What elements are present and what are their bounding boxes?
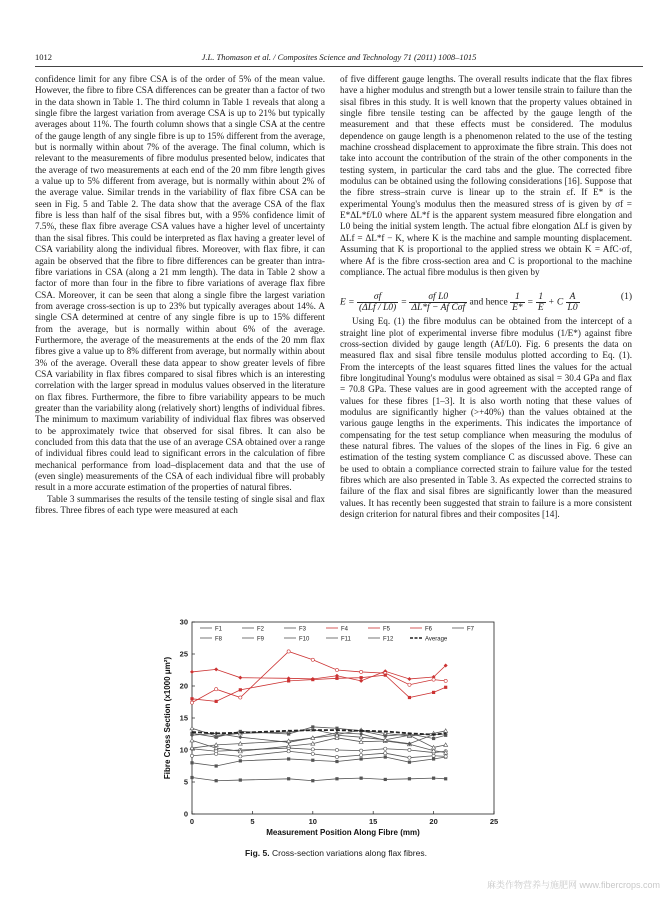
data-point-F10	[239, 778, 242, 781]
x-tick-label: 5	[250, 817, 255, 826]
eq-equals-2: =	[400, 297, 408, 308]
y-tick-label: 0	[183, 809, 188, 819]
legend-label-F6: F6	[425, 626, 433, 633]
legend-label-F2: F2	[257, 626, 265, 633]
eq-frac-3-num: 1	[510, 292, 525, 303]
data-point-F10	[287, 777, 290, 780]
data-point-F10	[215, 779, 218, 782]
data-point-F9	[215, 752, 218, 755]
legend-label-F11: F11	[341, 636, 351, 643]
data-point-F2	[287, 757, 290, 760]
data-point-F10	[335, 777, 338, 780]
eq-and-hence: and hence	[469, 297, 508, 308]
data-point-F9	[432, 754, 435, 757]
data-point-F1	[311, 748, 314, 751]
legend-label-F5: F5	[383, 626, 391, 633]
eq-frac-5	[566, 292, 580, 313]
data-point-F6	[311, 678, 314, 681]
data-point-F6	[239, 688, 242, 691]
data-point-F9	[444, 755, 447, 758]
y-tick-label: 5	[183, 777, 188, 787]
data-point-F6	[190, 697, 193, 700]
data-point-F9	[311, 752, 314, 755]
eq-frac-1-num: σf	[357, 292, 398, 303]
data-point-F5	[432, 678, 435, 681]
eq-frac-2-num: σf L0	[409, 292, 467, 303]
data-point-F5	[215, 688, 218, 691]
x-tick-label: 0	[189, 817, 195, 826]
y-tick-label: 15	[179, 713, 188, 723]
left-column	[35, 74, 325, 516]
data-point-F6	[215, 700, 218, 703]
data-point-F9	[335, 755, 338, 758]
data-point-F9	[360, 754, 363, 757]
data-point-F10	[384, 778, 387, 781]
eq-frac-4-den: E	[537, 303, 544, 313]
data-point-F10	[360, 777, 363, 780]
y-tick-label: 30	[179, 617, 188, 627]
data-point-F9	[384, 752, 387, 755]
data-point-F9	[408, 756, 411, 759]
left-paragraph-1: confidence limit for any fibre CSA is of the order of 5% of the mean value. However, the fibre to fibre CSA differences can be greater than a factor of two in the data shown in Table 1. The third column in Table 1 reveals that along a single fibre the largest variation from average CSA is up to 21% but typically averages about 11%. The fourth column shows that a single CSA at the centre of the gauge length of any single fibre is up to 15% different from the average, but is normally within about 7% of the average. The final column, which is relevant to the measurements of fibre modulus presented below, indicates that the average of two measurements at each end of the 20 mm fibre length gives a value up to 5% different from average, but is normally within about 2% of the average value. Similar trends in the variability of flax fibre CSA can be seen in Fig. 5 and Table 2. The data show that the average CSA of the flax fibre is less than half of the sisal fibres but, with a 95% confidence limit of 7.5%, these flax fibre average CSA values have a higher level of uncertainty than the sisal fibres. This could be interpreted as flax having a greater level of CSA variability along the individual fibres. Moreover, with flax fibre, it can again be observed that the fibre to fibre differences can be greater than intra-fibre variations in CSA (along a 21 mm length). The data in Table 2 show a factor of more than four in the fibre to fibre variations of average flax fibre CSA. Moreover, it can be seen that along a single fibre the largest variation from average cross-section is up to 23% but typically averages about 14%. A single CSA determined at centre of any single fibre is up to 15% different from the average, but is normally within about 6% of the average. Furthermore, the average of the measurements at the ends of the 20 mm flax fibres give a value up to 8% different from average, but normally within about 3% of the average. Overall these data appear to show greater levels of fibre CSA variability in flax fibres compared to sisal fibres which is an interesting correlation with the larger spread in modulus values observed in the literature on flax fibres. Furthermore, the fibre to fibre variability appears to be much greater than the variability along (relatively short) lengths of individual fibres. The minimum to maximum variability of individual flax fibres was observed to be approximately twice that observed for sisal fibres. It can also be concluded from this data that the use of an average CSA obtained over a range of individual fibres could lead to significant errors in the calculation of fibre mechanical performance from load–displacement data and that the use of (even single) measurements of the CSA of each individual fibre will probably result in a more accurate estimation of the properties of natural fibres.	[35, 74, 325, 493]
data-point-F2	[432, 757, 435, 760]
right-paragraph-1: of five different gauge lengths. The overall results indicate that the flax fibres have a higher modulus and strength but a lower tensile strain to failure than the sisal fibres in this study. It is well known that the property values obtained in single fibre tensile testing can be affected by the gauge length of the measurement and that these effects must be considered. The modulus dependence on gauge length is a phenomenon related to the use of the testing machine crosshead displacement to approximate the fibre strain. This does not take into account the contribution of the strain of the other components in the testing system, in particular the card tabs and the glue. The corrected fibre modulus can be obtained using the following considerations [16]. Suppose that the fibre stress–strain curve is linear up to the strain εf. If E* is the experimental Young's modulus then the measured stress σf is given by σf = E*ΔL*f/L0 where ΔL*f is the apparent system measured fibre elongation and L0 being the initial system length. The actual fibre elongation ΔLf is given by ΔLf = ΔL*f − K, where K is the machine and sample mounting displacement. Assuming that K is proportional to the applied stress we obtain K = AfC·σf, where Af is the fibre cross-section area and C is proportional to the machine compliance. The actual fibre modulus is then given by	[340, 74, 632, 277]
data-point-F5	[311, 658, 314, 661]
x-axis-label: Measurement Position Along Fibre (mm)	[266, 828, 420, 837]
data-point-F12	[215, 736, 218, 739]
data-point-F6	[287, 679, 290, 682]
data-point-F5	[408, 683, 411, 686]
running-head: J.L. Thomason et al. / Composites Science and Technology 71 (2011) 1008–1015	[201, 52, 477, 62]
header-rule	[35, 66, 643, 67]
data-point-F2	[239, 759, 242, 762]
data-point-F5	[239, 696, 242, 699]
x-tick-label: 25	[489, 817, 499, 826]
data-point-F9	[287, 750, 290, 753]
eq-frac-3-den: E*	[512, 303, 523, 313]
legend-label-F4: F4	[341, 626, 349, 633]
data-point-F10	[408, 777, 411, 780]
data-point-F10	[432, 777, 435, 780]
y-tick-label: 25	[179, 649, 188, 659]
data-point-F12	[384, 734, 387, 737]
legend-label-F1: F1	[215, 626, 223, 633]
data-point-F10	[311, 779, 314, 782]
data-point-F2	[190, 761, 193, 764]
data-point-F2	[311, 759, 314, 762]
legend-label-Average: Average	[425, 636, 448, 643]
data-point-F1	[408, 748, 411, 751]
equation-1	[340, 282, 632, 312]
legend-label-F9: F9	[257, 636, 265, 643]
x-tick-label: 10	[308, 817, 317, 826]
data-point-F6	[408, 696, 411, 699]
page-header	[35, 52, 643, 66]
data-point-F5	[444, 679, 447, 682]
data-point-F5	[190, 701, 193, 704]
eq-frac-4	[536, 292, 546, 313]
watermark: 麻类作物营养与施肥网 www.fibercrops.com	[486, 880, 660, 890]
right-paragraph-2: Using Eq. (1) the fibre modulus can be obtained from the intercept of a straight line plot of experimental inverse fibre modulus (1/E*) against fibre cross-section divided by gauge length (Af/L0). Fig. 6 presents the data on measured flax and sisal fibre tensile modulus plotted according to Eq. (1). From the intercepts of the least squares fitted lines the values for the actual fibre longitudinal Young's modulus were obtained as sisal = 30.4 GPa and flax = 70.8 GPa. These values are in good agreement with the accepted range of values for these fibres [1–3]. It is also worth noting that these values of modulus are significantly higher (>+40%) than the values obtained at the various gauge lengths in the experiments. This indicates the importance of compensating for the test setup compliance when measuring the modulus of these natural fibres. The values of the slopes of the lines in Fig. 6 give an estimation of the testing system compliance C as discussed above. These can be used to obtain a compliance corrected strain to failure value for the tested fibres which are also presented in Table 3. As expected the corrected strains to failure of the flax and sisal fibres are significantly lower than the measured values. It has recently been suggested that strain to failure is a more consistent design criterion for natural fibres and their composites [14].	[340, 316, 632, 520]
data-point-F9	[190, 754, 193, 757]
left-paragraph-2: Table 3 summarises the results of the tensile testing of single sisal and flax fibres. Three fibres of each type were measured at each	[35, 493, 325, 516]
eq-frac-5-num: A	[566, 292, 580, 303]
eq-frac-5-den: L0	[567, 303, 578, 313]
eq-frac-1-den: (ΔLf / L0)	[358, 303, 397, 313]
data-point-F10	[190, 776, 193, 779]
equation-body	[340, 292, 580, 313]
data-point-F2	[360, 757, 363, 760]
plot-area	[192, 622, 494, 814]
eq-frac-2	[409, 292, 467, 313]
data-point-F12	[432, 737, 435, 740]
data-point-F5	[335, 668, 338, 671]
data-point-F6	[360, 676, 363, 679]
page-number: 1012	[35, 52, 52, 62]
legend-label-F8: F8	[215, 636, 223, 643]
figure-caption	[0, 848, 672, 858]
eq-frac-4-num: 1	[536, 292, 546, 303]
data-point-F2	[408, 761, 411, 764]
data-point-F10	[444, 777, 447, 780]
legend-label-F10: F10	[299, 636, 310, 643]
data-point-F1	[384, 747, 387, 750]
data-point-F6	[335, 677, 338, 680]
data-point-F6	[384, 674, 387, 677]
figure-5-chart	[160, 612, 510, 847]
y-tick-label: 10	[179, 745, 188, 755]
data-point-F5	[360, 670, 363, 673]
data-point-F5	[287, 650, 290, 653]
legend-label-F7: F7	[467, 626, 475, 633]
eq-frac-3	[510, 292, 525, 313]
figure-caption-text: Cross-section variations along flax fibres.	[271, 848, 427, 858]
figure-caption-label: Fig. 5.	[245, 848, 270, 858]
legend-label-F3: F3	[299, 626, 307, 633]
eq-frac-2-den: ΔL*f − Af Cσf	[411, 303, 466, 313]
eq-plus-c: + C	[548, 297, 564, 308]
data-point-F12	[287, 732, 290, 735]
data-point-F12	[311, 725, 314, 728]
data-point-F2	[335, 760, 338, 763]
x-tick-label: 20	[429, 817, 438, 826]
equation-number: (1)	[620, 292, 632, 302]
x-tick-label: 15	[369, 817, 378, 826]
legend-label-F12: F12	[383, 636, 394, 643]
data-point-F9	[239, 755, 242, 758]
data-point-F2	[215, 764, 218, 767]
y-axis-label: Fibre Cross Section (x1000 μm²)	[163, 656, 172, 780]
eq-lhs: E =	[340, 297, 355, 308]
eq-frac-1	[357, 292, 398, 313]
data-point-F1	[360, 749, 363, 752]
data-point-F6	[444, 686, 447, 689]
data-point-F2	[384, 755, 387, 758]
data-point-F1	[335, 748, 338, 751]
data-point-F6	[432, 691, 435, 694]
y-tick-label: 20	[179, 681, 188, 691]
eq-equals-3: =	[527, 297, 534, 308]
